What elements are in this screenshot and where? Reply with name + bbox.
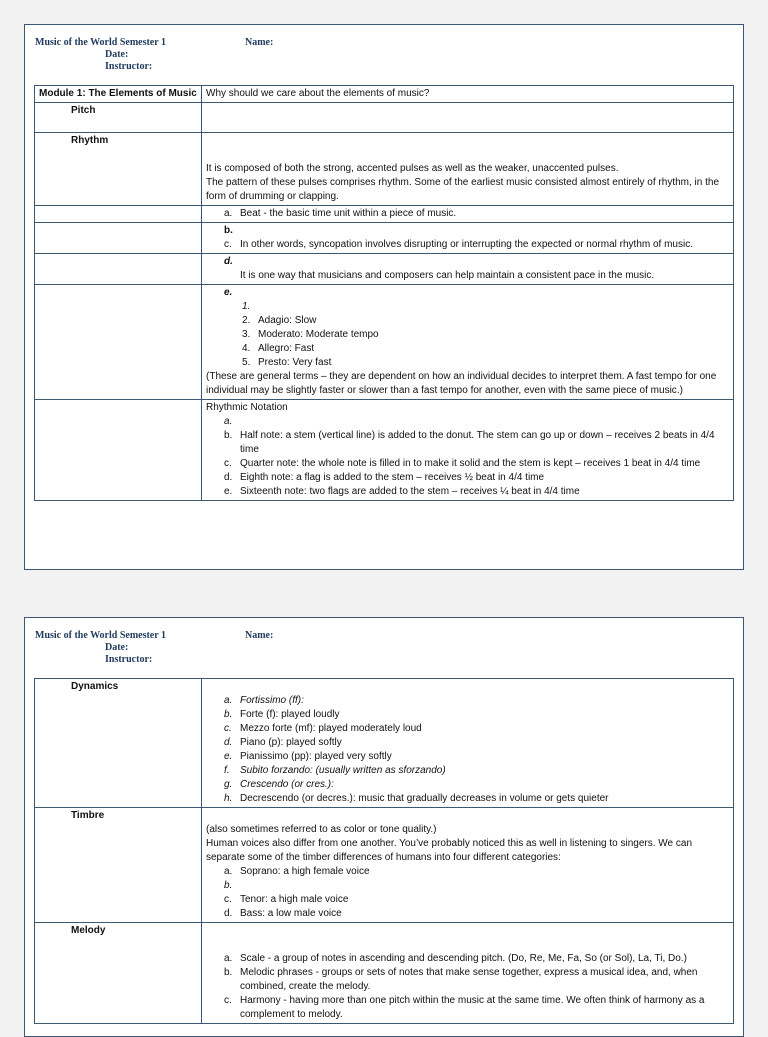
- notation-title: Rhythmic Notation: [206, 402, 288, 413]
- list-item: a. Scale - a group of notes in ascending and descending pitch. (Do, Re, Me, Fa, So (or Sol), La, Ti, Do.): [224, 953, 687, 964]
- name-label: Name:: [245, 630, 274, 641]
- list-item: c. Harmony - having more than one pitch within the music at the same time. We often think of harmony as a complement to melody.: [224, 995, 705, 1020]
- instructor-label: Instructor:: [105, 61, 153, 72]
- pitch-label: Pitch: [71, 105, 96, 116]
- list-item: 3. Moderato: Moderate tempo: [242, 329, 379, 340]
- tempo-row: [35, 285, 734, 400]
- list-item: b.: [224, 225, 233, 236]
- list-item: 2. Adagio: Slow: [242, 315, 317, 326]
- syncopation-row: [35, 223, 734, 254]
- worksheet-page-2: [24, 617, 744, 1037]
- module-row: [35, 86, 734, 103]
- dynamics-label: Dynamics: [71, 681, 119, 692]
- melody-label: Melody: [71, 925, 106, 936]
- module-title-cell: [35, 86, 202, 103]
- worksheet-page-1: [24, 24, 744, 570]
- tempo-note: (These are general terms – they are dependent on how an individual decides to interpret them. A fast tempo for one individual may be slightly faster or slower than a fast tempo for another, even with the same piece of music.): [206, 371, 717, 396]
- notation-row: [35, 400, 734, 501]
- list-item: b. Melodic phrases - groups or sets of notes that make sense together, express a musical idea, and, when combined, create the melody.: [224, 967, 698, 992]
- elements-table: [34, 678, 734, 1024]
- list-item: h. Decrescendo (or decres.): music that gradually decreases in volume or gets quieter: [224, 793, 609, 804]
- pitch-row: [35, 103, 734, 133]
- course-title: Music of the World Semester 1: [35, 630, 167, 641]
- list-item: b. Half note: a stem (vertical line) is added to the donut. The stem can go up or down – receives 2 beats in 4/4 time: [224, 430, 715, 455]
- date-label: Date:: [105, 642, 129, 653]
- list-item: a. Beat - the basic time unit within a piece of music.: [224, 208, 457, 219]
- module-question-cell: [202, 86, 734, 103]
- list-item: d. Bass: a low male voice: [224, 908, 342, 919]
- list-item: d. Piano (p): played softly: [224, 737, 342, 748]
- list-item: a. Fortissimo (ff):: [224, 695, 304, 706]
- list-item: g. Crescendo (or cres.):: [224, 779, 334, 790]
- timbre-row: [35, 808, 734, 923]
- list-item: e.: [224, 287, 233, 298]
- rhythm-text-1: It is composed of both the strong, accented pulses as well as the weaker, unaccented pulses.: [206, 163, 619, 174]
- list-item: c. Tenor: a high male voice: [224, 894, 349, 905]
- list-item: a. Soprano: a high female voice: [224, 866, 370, 877]
- list-item: a.: [224, 416, 233, 427]
- list-item: e. Sixteenth note: two flags are added to the stem – receives ¼ beat in 4/4 time: [224, 486, 580, 497]
- beat-row: [35, 206, 734, 223]
- dynamics-row: [35, 679, 734, 808]
- list-item: b. Forte (f): played loudly: [224, 709, 340, 720]
- melody-row: [35, 923, 734, 1024]
- module-table: [34, 85, 734, 501]
- list-item: 1.: [242, 301, 251, 312]
- list-item: 5. Presto: Very fast: [242, 357, 332, 368]
- date-label: Date:: [105, 49, 129, 60]
- list-item: d.: [224, 256, 233, 267]
- list-item: f. Subito forzando: (usually written as sforzando): [224, 765, 446, 776]
- module-title: Module 1: The Elements of Music: [39, 88, 197, 99]
- list-item: c. Mezzo forte (mf): played moderately loud: [224, 723, 422, 734]
- list-item: e. Pianissimo (pp): played very softly: [224, 751, 392, 762]
- list-item: c. In other words, syncopation involves disrupting or interrupting the expected or normal rhythm of music.: [224, 239, 693, 250]
- module-question: Why should we care about the elements of music?: [206, 88, 430, 99]
- rhythm-text-2: The pattern of these pulses comprises rhythm. Some of the earliest music consisted almost entirely of rhythm, in the form of drumming or clapping.: [206, 177, 720, 202]
- list-item: 4. Allegro: Fast: [242, 343, 315, 354]
- list-item: c. Quarter note: the whole note is filled in to make it solid and the stem is kept – receives 1 beat in 4/4 time: [224, 458, 701, 469]
- pitch-answer-cell: [202, 103, 734, 133]
- name-label: Name:: [245, 37, 274, 48]
- page-header: [35, 35, 733, 85]
- timbre-text-1: (also sometimes referred to as color or tone quality.): [206, 824, 437, 835]
- rhythm-text-cell: [202, 133, 734, 206]
- timbre-label: Timbre: [71, 810, 105, 821]
- course-title: Music of the World Semester 1: [35, 37, 167, 48]
- pace-text: It is one way that musicians and composers can help maintain a consistent pace in the music.: [240, 270, 655, 281]
- instructor-label: Instructor:: [105, 654, 153, 665]
- pace-row: [35, 254, 734, 285]
- page-header: [35, 628, 733, 678]
- timbre-text-2: Human voices also differ from one another. You’ve probably noticed this as well in listening to singers. We can separate some of the timber differences of humans into four different categories:: [206, 838, 693, 863]
- list-item: b.: [224, 880, 233, 891]
- rhythm-row: [35, 133, 734, 206]
- list-item: d. Eighth note: a flag is added to the stem – receives ½ beat in 4/4 time: [224, 472, 545, 483]
- rhythm-label: Rhythm: [71, 135, 109, 146]
